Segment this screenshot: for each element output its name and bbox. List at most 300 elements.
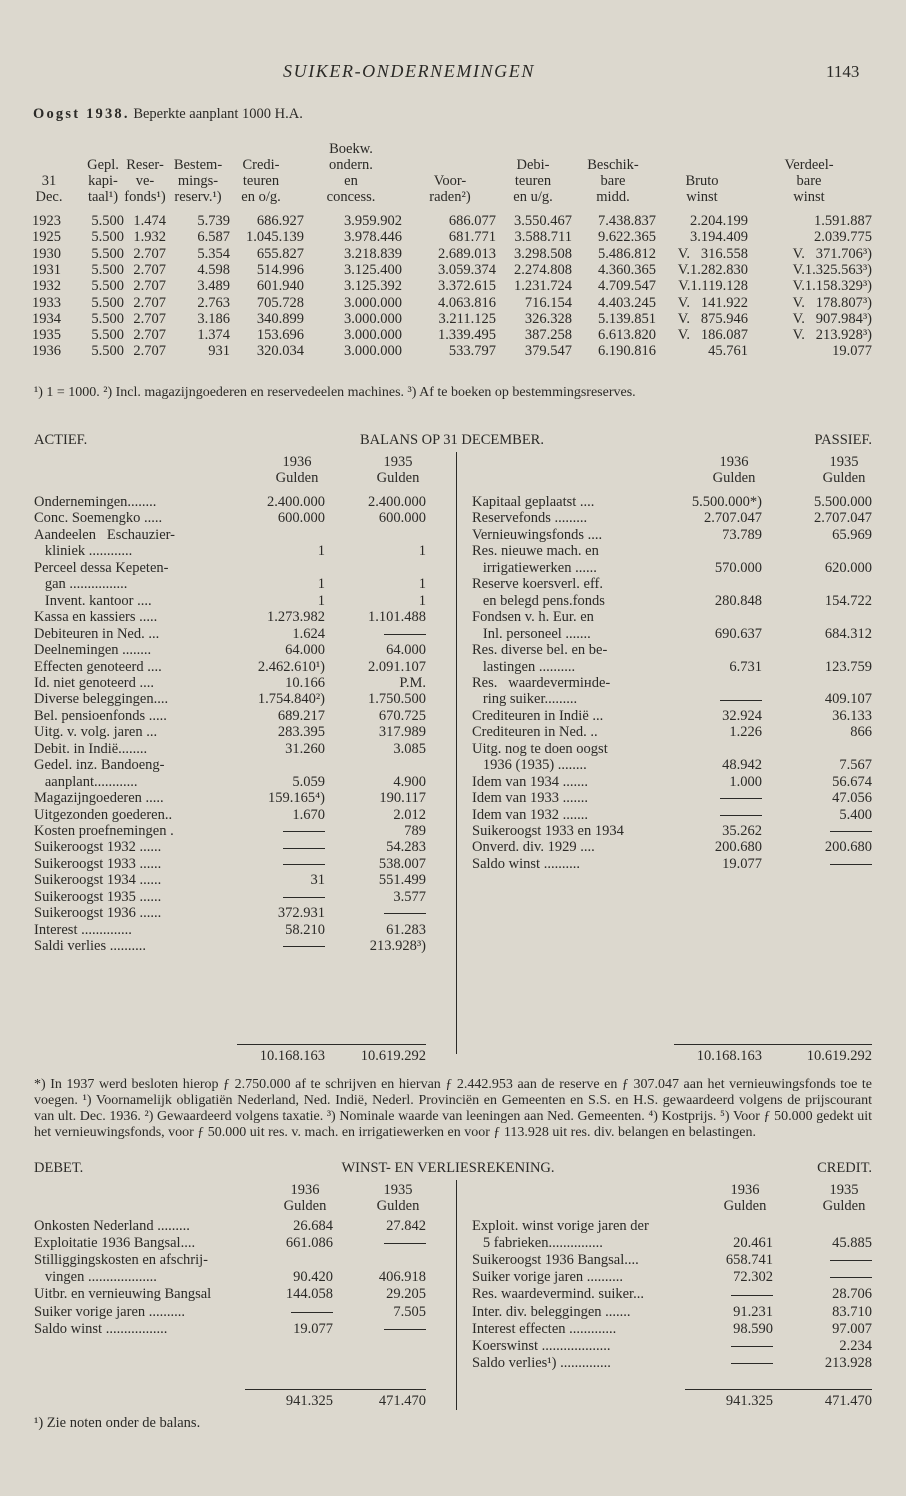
cell-value: V. 141.922 <box>677 294 748 311</box>
item-label: Res. diverse bel. en be- <box>472 642 608 659</box>
cell-value: 3.000.000 <box>344 310 402 327</box>
amount-previous: 190.117 <box>379 790 426 807</box>
amount-current <box>673 1286 773 1303</box>
right-item-row <box>0 560 906 576</box>
column-header-text: teuren <box>242 173 280 189</box>
amount-current: 280.848 <box>714 592 762 609</box>
amount-previous: 866 <box>850 724 872 741</box>
amount-current: 690.637 <box>714 625 762 642</box>
item-label: irrigatiewerken ...... <box>472 559 597 576</box>
amount-previous: 684.312 <box>824 625 872 642</box>
amount-previous: 213.928³) <box>369 938 426 955</box>
amount-current: 1.670 <box>292 806 325 823</box>
currency-header: Gulden <box>712 470 756 486</box>
right-item-row <box>0 1218 906 1234</box>
item-label: 5 fabrieken............... <box>472 1235 603 1252</box>
right-item-row <box>0 1286 906 1302</box>
amount-previous: 65.969 <box>832 526 872 543</box>
amount-current: 1 <box>317 592 325 609</box>
item-label: Fondsen v. h. Eur. en <box>472 609 594 626</box>
right-item-row <box>0 823 906 839</box>
total-rule <box>237 1044 426 1045</box>
amount-previous: 27.842 <box>386 1218 426 1234</box>
right-side-label: CREDIT. <box>817 1160 872 1176</box>
right-item-row <box>0 807 906 823</box>
amount-previous: 123.759 <box>824 658 872 675</box>
amount-current <box>673 1355 773 1372</box>
cell-value: 3.186 <box>197 310 230 327</box>
column-header-text: Voor- <box>433 173 467 189</box>
amount-previous: 1 <box>418 576 426 593</box>
cell-value: 1.591.887 <box>814 213 872 229</box>
amount-previous: 56.674 <box>832 773 872 790</box>
year-header-right-1: 1936 <box>730 1182 760 1198</box>
item-label: Exploitatie 1936 Bangsal.... <box>34 1235 196 1252</box>
left-item-row <box>0 889 906 905</box>
right-item-row <box>0 1269 906 1285</box>
item-label: gan ................ <box>34 576 128 593</box>
right-item-row <box>0 1338 906 1354</box>
amount-previous: P.M. <box>399 674 426 691</box>
amount-current: 1 <box>317 543 325 560</box>
column-header-text: Debi- <box>516 157 550 173</box>
year-header-left-2: 1935 <box>383 1182 413 1198</box>
amount-current: 6.731 <box>729 658 762 675</box>
item-label: Magazijngoederen ..... <box>34 790 164 807</box>
right-item-row <box>0 741 906 757</box>
right-item-row <box>0 609 906 625</box>
item-label: Deelnemingen ........ <box>34 642 152 659</box>
table-row <box>0 246 906 262</box>
amount-current: 1.754.840²) <box>257 691 325 708</box>
amount-current: 1.226 <box>729 724 762 741</box>
row-year: 1936 <box>32 343 61 360</box>
item-label: Kosten proefnemingen . <box>34 823 174 839</box>
cell-value: V.1.119.128 <box>678 278 748 295</box>
item-label: Crediteuren in Ned. .. <box>472 724 598 741</box>
row-year: 1923 <box>32 213 61 229</box>
cell-value: 5.739 <box>197 213 230 229</box>
amount-current: 91.231 <box>733 1303 773 1320</box>
amount-current: 2.462.610¹) <box>257 658 325 675</box>
right-item-row <box>0 543 906 559</box>
cell-value: 379.547 <box>524 343 572 360</box>
cell-value: 1.932 <box>133 229 166 246</box>
table-row <box>0 295 906 311</box>
item-label: Debit. in Indië........ <box>34 740 148 757</box>
oogst-text: Beperkte aanplant 1000 H.A. <box>133 106 303 122</box>
item-label: Debiteuren in Ned. ... <box>34 625 160 642</box>
cell-value: 2.039.775 <box>814 229 872 246</box>
item-label: Perceel dessa Kepeten- <box>34 559 169 576</box>
item-label: Suikeroogst 1934 ...... <box>34 872 162 889</box>
item-label: 1936 (1935) ........ <box>472 757 587 774</box>
cell-value: 1.474 <box>133 213 166 229</box>
amount-current: 2.707.047 <box>704 510 762 527</box>
item-label: Suikeroogst 1936 Bangsal.... <box>472 1252 639 1269</box>
right-item-row <box>0 1355 906 1371</box>
column-header-text: Credi- <box>242 157 280 173</box>
cell-value: 3.125.392 <box>344 278 402 295</box>
total-right-current: 10.168.163 <box>696 1048 762 1064</box>
oogst-label: Oogst 1938. <box>33 106 130 122</box>
amount-previous <box>326 905 426 922</box>
total-left-previous: 10.619.292 <box>360 1048 426 1064</box>
cell-value: 2.204.199 <box>690 213 748 229</box>
column-header-text: Bestem- <box>173 157 223 173</box>
column-header-text: en <box>344 173 358 189</box>
amount-previous <box>772 1269 872 1286</box>
column-header-text: bare <box>600 173 626 189</box>
cell-value: 514.996 <box>256 261 304 278</box>
item-label: Suikeroogst 1933 ...... <box>34 855 162 872</box>
cell-value: V. 316.558 <box>677 245 748 262</box>
right-item-row <box>0 724 906 740</box>
column-header-text: Reser- <box>126 157 164 173</box>
amount-previous: 538.007 <box>378 855 426 872</box>
item-label: Inl. personeel ....... <box>472 625 591 642</box>
amount-previous: 83.710 <box>832 1303 872 1320</box>
cell-value: 4.709.547 <box>598 278 656 295</box>
item-label: Conc. Soemengko ..... <box>34 510 163 527</box>
column-header-text: Verdeel- <box>784 157 834 173</box>
item-label: Reserve koersverl. eff. <box>472 576 603 593</box>
right-item-row <box>0 642 906 658</box>
year-header-left-1: 1936 <box>290 1182 320 1198</box>
amount-current: 26.684 <box>293 1218 333 1234</box>
left-item-row <box>0 872 906 888</box>
cell-value: 655.827 <box>256 245 304 262</box>
amount-current <box>673 1338 773 1355</box>
cell-value: 3.959.902 <box>344 213 402 229</box>
row-year: 1935 <box>32 327 61 344</box>
cell-value: 4.360.365 <box>598 261 656 278</box>
cell-value: 3.194.409 <box>690 229 748 246</box>
item-label: Interest effecten ............. <box>472 1320 617 1337</box>
total-rule <box>245 1389 426 1390</box>
item-label: Uitg. nog te doen oogst <box>472 740 608 757</box>
cell-value: 1.339.495 <box>438 327 496 344</box>
column-header-text: taal¹) <box>87 189 119 205</box>
total-right-current: 941.325 <box>725 1393 773 1409</box>
right-item-row <box>0 1304 906 1320</box>
amount-current: 31.260 <box>285 740 325 757</box>
right-item-row <box>0 1321 906 1337</box>
cell-value: 5.486.812 <box>598 245 656 262</box>
cell-value: V. 213.928³) <box>792 327 872 344</box>
cell-value: V.1.158.329³) <box>792 278 872 295</box>
amount-previous: 213.928 <box>824 1354 872 1371</box>
amount-previous: 1.101.488 <box>368 609 426 626</box>
cell-value: 601.940 <box>256 278 304 295</box>
cell-value: V. 875.946 <box>677 310 748 327</box>
row-year: 1930 <box>32 245 61 262</box>
amount-current: 689.217 <box>277 707 325 724</box>
amount-previous <box>772 856 872 873</box>
right-item-row <box>0 659 906 675</box>
cell-value: 3.000.000 <box>344 294 402 311</box>
cell-value: 2.274.808 <box>514 261 572 278</box>
cell-value: 5.354 <box>197 245 230 262</box>
item-label: Gedel. inz. Bandoeng- <box>34 757 165 774</box>
currency-header: Gulden <box>275 470 319 486</box>
item-label: Ondernemingen........ <box>34 494 157 510</box>
year-header-left-2: 1935 <box>383 454 413 470</box>
right-item-row <box>0 494 906 510</box>
amount-previous: 29.205 <box>386 1286 426 1303</box>
cell-value: V. 907.984³) <box>792 310 872 327</box>
amount-previous: 54.283 <box>386 839 426 856</box>
table-row <box>0 343 906 359</box>
cell-value: 5.500 <box>91 278 124 295</box>
amount-current: 1 <box>317 576 325 593</box>
year-header-right-2: 1935 <box>829 454 859 470</box>
cell-value: 2.707 <box>133 327 166 344</box>
amount-current: 20.461 <box>733 1235 773 1252</box>
cell-value: 2.707 <box>133 310 166 327</box>
table-row <box>0 278 906 294</box>
item-label: Idem van 1933 ....... <box>472 790 588 807</box>
amount-previous: 7.505 <box>393 1303 426 1320</box>
item-label: Suikeroogst 1932 ...... <box>34 839 162 856</box>
amount-current: 1.624 <box>292 625 325 642</box>
amount-current: 31 <box>310 872 325 889</box>
amount-previous: 3.085 <box>393 740 426 757</box>
amount-current: 58.210 <box>285 921 325 938</box>
amount-previous: 670.725 <box>378 707 426 724</box>
amount-previous: 4.900 <box>393 773 426 790</box>
amount-previous: 620.000 <box>824 559 872 576</box>
amount-current: 1.273.982 <box>267 609 325 626</box>
cell-value: 533.797 <box>448 343 496 360</box>
amount-previous: 600.000 <box>378 510 426 527</box>
amount-previous: 3.577 <box>393 888 426 905</box>
cell-value: 3.211.125 <box>438 310 496 327</box>
cell-value: 4.598 <box>197 261 230 278</box>
cell-value: 3.059.374 <box>438 261 496 278</box>
item-label: Inter. div. beleggingen ....... <box>472 1303 631 1320</box>
item-label: Kapitaal geplaatst .... <box>472 494 595 510</box>
total-right-previous: 471.470 <box>824 1393 872 1409</box>
amount-current <box>662 790 762 807</box>
right-item-row <box>0 1235 906 1251</box>
column-header-text: Boekw. <box>329 141 373 157</box>
item-label: Saldo verlies¹) .............. <box>472 1354 611 1371</box>
left-side-label: ACTIEF. <box>34 432 88 448</box>
amount-previous: 5.500.000 <box>814 494 872 510</box>
cell-value: 681.771 <box>448 229 496 246</box>
item-label: en belegd pens.fonds <box>472 592 605 609</box>
amount-current: 5.059 <box>292 773 325 790</box>
cell-value: 326.328 <box>524 310 572 327</box>
item-label: Interest .............. <box>34 921 132 938</box>
item-label: Saldi verlies .......... <box>34 938 146 955</box>
amount-current: 159.165⁴) <box>267 790 325 807</box>
oogst-line <box>33 106 303 123</box>
item-label: Onkosten Nederland ......... <box>34 1218 190 1234</box>
left-item-row <box>0 922 906 938</box>
amount-previous: 7.567 <box>839 757 872 774</box>
table-row <box>0 229 906 245</box>
cell-value: V. 186.087 <box>677 327 748 344</box>
column-header-text: teuren <box>514 173 552 189</box>
right-item-row <box>0 790 906 806</box>
cell-value: 2.707 <box>133 261 166 278</box>
column-header-text: reserv.¹) <box>174 189 222 205</box>
column-header-text: fonds¹) <box>124 189 166 205</box>
amount-current: 283.395 <box>277 724 325 741</box>
cell-value: 1.045.139 <box>246 229 304 246</box>
cell-value: 2.689.013 <box>438 245 496 262</box>
amount-current: 19.077 <box>722 855 762 872</box>
column-header-text: Dec. <box>35 189 63 205</box>
cell-value: 686.077 <box>448 213 496 229</box>
amount-current: 64.000 <box>285 642 325 659</box>
item-label: Crediteuren in Indië ... <box>472 707 604 724</box>
amount-previous: 47.056 <box>832 790 872 807</box>
currency-header: Gulden <box>822 470 866 486</box>
column-header-text: 31 <box>41 173 57 189</box>
amount-current: 372.931 <box>277 905 325 922</box>
row-year: 1931 <box>32 261 61 278</box>
right-item-row <box>0 708 906 724</box>
amount-current: 73.789 <box>722 526 762 543</box>
currency-header: Gulden <box>723 1198 767 1214</box>
cell-value: 3.372.615 <box>438 278 496 295</box>
column-header-text: Gepl. <box>87 157 119 173</box>
total-rule <box>685 1389 872 1390</box>
cell-value: 9.622.365 <box>598 229 656 246</box>
cell-value: 45.761 <box>708 343 748 360</box>
row-year: 1933 <box>32 294 61 311</box>
amount-previous: 36.133 <box>832 707 872 724</box>
amount-current: 1.000 <box>729 773 762 790</box>
item-label: Idem van 1934 ....... <box>472 773 588 790</box>
amount-previous: 2.707.047 <box>814 510 872 527</box>
item-label: Effecten genoteerd .... <box>34 658 162 675</box>
account-title: WINST- EN VERLIESREKENING. <box>341 1160 555 1176</box>
year-header-right-2: 1935 <box>829 1182 859 1198</box>
amount-current: 32.924 <box>722 707 762 724</box>
amount-previous <box>772 1252 872 1269</box>
currency-header: Gulden <box>376 1198 420 1214</box>
amount-previous: 2.012 <box>393 806 426 823</box>
table-row <box>0 327 906 343</box>
item-label: Suiker vorige jaren .......... <box>472 1269 624 1286</box>
column-header-text: midd. <box>596 189 630 205</box>
amount-current: 19.077 <box>293 1320 333 1337</box>
column-header-text: ondern. <box>329 157 373 173</box>
right-item-row <box>0 839 906 855</box>
column-header-text: mings- <box>177 173 219 189</box>
amount-current: 48.942 <box>722 757 762 774</box>
cell-value: 5.500 <box>91 294 124 311</box>
amount-previous: 61.283 <box>386 921 426 938</box>
cell-value: 5.500 <box>91 327 124 344</box>
column-header-text: kapi- <box>88 173 118 189</box>
cell-value: 3.550.467 <box>514 213 572 229</box>
item-label: Stilliggingskosten en afschrij- <box>34 1252 208 1269</box>
cell-value: V. 371.706³) <box>792 245 872 262</box>
total-left-previous: 471.470 <box>378 1393 426 1409</box>
item-label: vingen ................... <box>34 1269 157 1286</box>
amount-current: 35.262 <box>722 823 762 839</box>
item-label: Bel. pensioenfonds ..... <box>34 707 167 724</box>
cell-value: 2.763 <box>197 294 230 311</box>
item-label: Vernieuwingsfonds .... <box>472 526 603 543</box>
cell-value: 931 <box>208 343 230 360</box>
item-label: Uitbr. en vernieuwing Bangsal <box>34 1286 212 1303</box>
amount-previous: 200.680 <box>824 839 872 856</box>
amount-current: 2.400.000 <box>267 494 325 510</box>
table-row <box>0 262 906 278</box>
history-footnote: ¹) 1 = 1000. ²) Incl. magazijngoederen en reservedeelen machines. ³) Af te boeken op bestemmingsreserves. <box>34 385 636 400</box>
cell-value: 2.707 <box>133 278 166 295</box>
amount-current: 661.086 <box>285 1235 333 1252</box>
item-label: Idem van 1932 ....... <box>472 806 588 823</box>
amount-previous: 45.885 <box>832 1235 872 1252</box>
amount-previous: 1.750.500 <box>368 691 426 708</box>
amount-previous <box>772 823 872 840</box>
right-item-row <box>0 691 906 707</box>
cell-value: 340.899 <box>256 310 304 327</box>
amount-current: 90.420 <box>293 1269 333 1286</box>
item-label: Suikeroogst 1935 ...... <box>34 888 162 905</box>
amount-current: 600.000 <box>277 510 325 527</box>
row-year: 1932 <box>32 278 61 295</box>
currency-header: Gulden <box>822 1198 866 1214</box>
amount-previous: 97.007 <box>832 1320 872 1337</box>
right-item-row <box>0 626 906 642</box>
amount-previous: 28.706 <box>832 1286 872 1303</box>
amount-current <box>225 889 325 906</box>
cell-value: 4.063.816 <box>438 294 496 311</box>
item-label: Saldo winst ................. <box>34 1320 168 1337</box>
cell-value: 5.500 <box>91 343 124 360</box>
amount-previous: 789 <box>404 823 426 839</box>
amount-previous: 409.107 <box>824 691 872 708</box>
cell-value: 5.139.851 <box>598 310 656 327</box>
cell-value: 153.696 <box>256 327 304 344</box>
amount-current: 144.058 <box>285 1286 333 1303</box>
page-number: 1143 <box>826 62 860 81</box>
amount-previous: 2.091.107 <box>368 658 426 675</box>
amount-current: 570.000 <box>714 559 762 576</box>
item-label: Res. waardevermінde- <box>472 674 611 691</box>
column-header-text: Beschik- <box>587 157 639 173</box>
right-item-row <box>0 576 906 592</box>
amount-previous: 1 <box>418 543 426 560</box>
item-label: Koerswinst ................... <box>472 1337 611 1354</box>
left-side-label: DEBET. <box>34 1160 84 1176</box>
column-header-text: en u/g. <box>513 189 553 205</box>
cell-value: 5.500 <box>91 261 124 278</box>
item-label: Uitgezonden goederen.. <box>34 806 173 823</box>
right-item-row <box>0 774 906 790</box>
amount-current: 200.680 <box>714 839 762 856</box>
cell-value: 3.000.000 <box>344 327 402 344</box>
column-header-text: winst <box>793 189 825 205</box>
amount-previous: 2.400.000 <box>368 494 426 510</box>
cell-value: 5.500 <box>91 229 124 246</box>
item-label: aanplant............ <box>34 773 138 790</box>
cell-value: 1.374 <box>197 327 230 344</box>
total-rule <box>674 1044 872 1045</box>
item-label: Reservefonds ......... <box>472 510 588 527</box>
amount-current <box>662 807 762 824</box>
item-label: Exploit. winst vorige jaren der <box>472 1218 649 1234</box>
cell-value: 3.298.508 <box>514 245 572 262</box>
